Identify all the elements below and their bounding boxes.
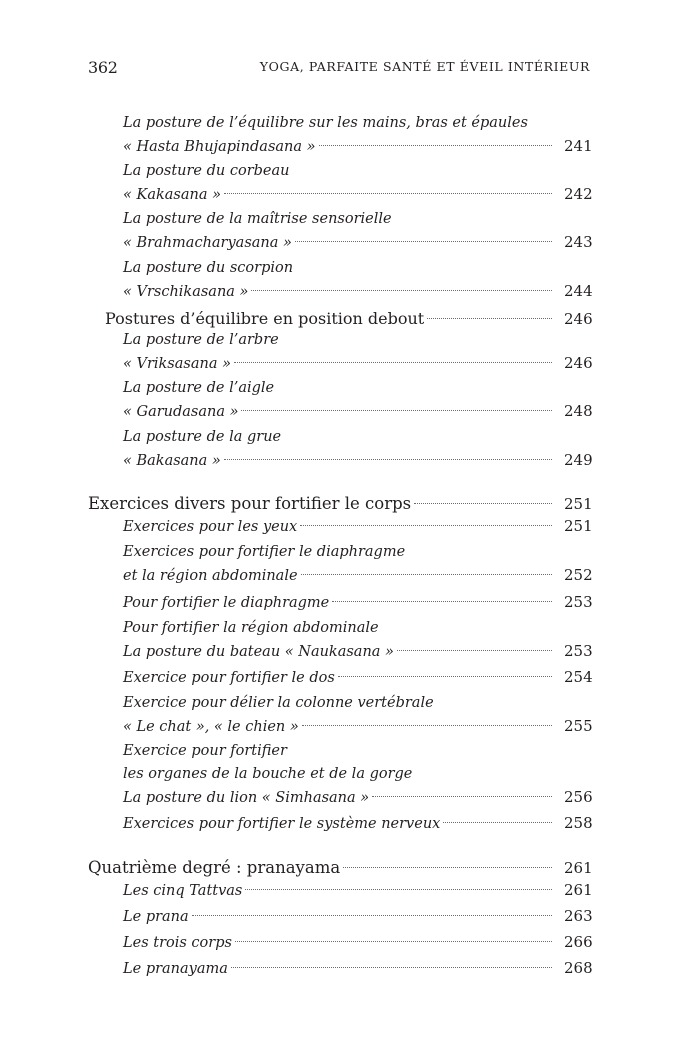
toc-entry-title: « Kakasana » <box>123 184 222 207</box>
toc-page-number: 251 <box>564 495 593 513</box>
toc-entry-title: Le pranayama <box>123 958 229 981</box>
toc-entry[interactable] <box>88 591 593 614</box>
toc-entry-title: Pour fortifier le diaphragme <box>123 592 330 615</box>
toc-entry-title: La posture du lion « Simhasana » <box>123 787 370 810</box>
toc-entry-title: La posture de la grue <box>123 429 282 445</box>
toc-entry-title: Exercice pour délier la colonne vertébrale <box>123 695 434 711</box>
toc-page-number: 248 <box>564 402 593 420</box>
toc-page-number: 263 <box>564 907 593 925</box>
toc-entry-title: Pour fortifier la région abdominale <box>123 620 379 636</box>
toc-entry[interactable] <box>88 856 593 879</box>
dot-leader <box>224 459 552 460</box>
page-header <box>88 58 590 82</box>
dot-leader <box>443 822 552 823</box>
toc-entry-title: « Bakasana » <box>123 450 222 473</box>
toc-page-number: 261 <box>564 859 593 877</box>
toc-page-number: 268 <box>564 959 593 977</box>
toc-entry-title: « Vriksasana » <box>123 353 232 376</box>
toc-entry-title: La posture du scorpion <box>123 260 294 276</box>
dot-leader <box>234 362 552 363</box>
toc-entry[interactable] <box>88 957 593 980</box>
toc-entry-title: La posture du bateau « Naukasana » <box>123 641 395 664</box>
toc-entry[interactable] <box>88 812 593 835</box>
toc-page-number: 244 <box>564 282 593 300</box>
toc-entry[interactable] <box>88 208 593 254</box>
dot-leader <box>245 889 552 890</box>
toc-page-number: 252 <box>564 566 593 584</box>
dot-leader <box>427 318 552 319</box>
toc-entry-title: Exercice pour fortifier <box>123 743 287 759</box>
toc-entry-title: Le prana <box>123 906 190 929</box>
toc-entry-title: Exercices pour fortifier le système nerveux <box>123 813 441 836</box>
toc-page-number: 258 <box>564 814 593 832</box>
dot-leader <box>397 650 552 651</box>
toc-entry[interactable] <box>88 692 593 738</box>
dot-leader <box>343 867 552 868</box>
toc-entry[interactable] <box>88 666 593 689</box>
toc-entry-title: « Vrschikasana » <box>123 281 249 304</box>
dot-leader <box>251 290 552 291</box>
toc-entry[interactable] <box>88 879 593 902</box>
toc-page-number: 255 <box>564 717 593 735</box>
toc-entry-title: La posture du corbeau <box>123 163 290 179</box>
running-title: YOGA, PARFAITE SANTÉ ET ÉVEIL INTÉRIEUR <box>259 59 590 74</box>
toc-entry-title: Exercices pour les yeux <box>123 516 298 539</box>
toc-page-number: 246 <box>564 310 593 328</box>
toc-entry[interactable] <box>88 515 593 538</box>
toc-page-number: 261 <box>564 881 593 899</box>
toc-entry[interactable] <box>88 112 593 158</box>
toc-entry-title: « Le chat », « le chien » <box>123 716 300 739</box>
toc-page-number: 246 <box>564 354 593 372</box>
dot-leader <box>301 574 552 575</box>
toc-entry[interactable] <box>88 426 593 472</box>
toc-entry-title: et la région abdominale <box>123 565 299 588</box>
toc-page-number: 253 <box>564 593 593 611</box>
dot-leader <box>300 525 552 526</box>
dot-leader <box>372 796 552 797</box>
toc-entry-title: La posture de la maîtrise sensorielle <box>123 211 392 227</box>
toc-entry-title: La posture de l’arbre <box>123 332 279 348</box>
toc-entry[interactable] <box>88 377 593 423</box>
toc-entry-title: Les cinq Tattvas <box>123 880 243 903</box>
toc-page-number: 256 <box>564 788 593 806</box>
toc-page-number: 251 <box>564 517 593 535</box>
toc-page-number: 253 <box>564 642 593 660</box>
toc-page-number: 254 <box>564 668 593 686</box>
toc-entry-title: « Hasta Bhujapindasana » <box>123 136 317 159</box>
toc-entry[interactable] <box>88 931 593 954</box>
toc-page-number: 242 <box>564 185 593 203</box>
toc-page-number: 243 <box>564 233 593 251</box>
dot-leader <box>241 410 552 411</box>
toc-entry-title: La posture de l’aigle <box>123 380 275 396</box>
toc-entry[interactable] <box>88 329 593 375</box>
toc-entry[interactable] <box>88 307 593 330</box>
toc-entry[interactable] <box>88 541 593 587</box>
toc-entry[interactable] <box>88 740 593 809</box>
dot-leader <box>414 503 552 504</box>
toc-page-number: 249 <box>564 451 593 469</box>
toc-entry-title: Les trois corps <box>123 932 233 955</box>
dot-leader <box>319 145 552 146</box>
toc-page-number: 266 <box>564 933 593 951</box>
toc-entry-title: Quatrième degré : pranayama <box>88 858 341 877</box>
toc-entry-title: les organes de la bouche et de la gorge <box>123 766 413 782</box>
toc-entry-title: Exercices divers pour fortifier le corps <box>88 494 412 513</box>
dot-leader <box>332 601 552 602</box>
toc-entry-title: Exercices pour fortifier le diaphragme <box>123 544 406 560</box>
page-number: 362 <box>88 58 118 77</box>
dot-leader <box>231 967 552 968</box>
dot-leader <box>295 241 552 242</box>
toc-entry[interactable] <box>88 492 593 515</box>
dot-leader <box>235 941 552 942</box>
dot-leader <box>192 915 552 916</box>
toc-entry[interactable] <box>88 160 593 206</box>
dot-leader <box>224 193 552 194</box>
toc-entry[interactable] <box>88 257 593 303</box>
toc-entry-title: « Brahmacharyasana » <box>123 232 293 255</box>
toc-entry-title: Exercice pour fortifier le dos <box>123 667 336 690</box>
toc-entry-title: Postures d’équilibre en position debout <box>105 309 425 328</box>
toc-entry-title: La posture de l’équilibre sur les mains, bras et épaules <box>123 115 528 131</box>
toc-entry[interactable] <box>88 905 593 928</box>
toc-entry[interactable] <box>88 617 593 663</box>
dot-leader <box>302 725 552 726</box>
toc-entry-title: « Garudasana » <box>123 401 239 424</box>
dot-leader <box>338 676 552 677</box>
toc-page-number: 241 <box>564 137 593 155</box>
